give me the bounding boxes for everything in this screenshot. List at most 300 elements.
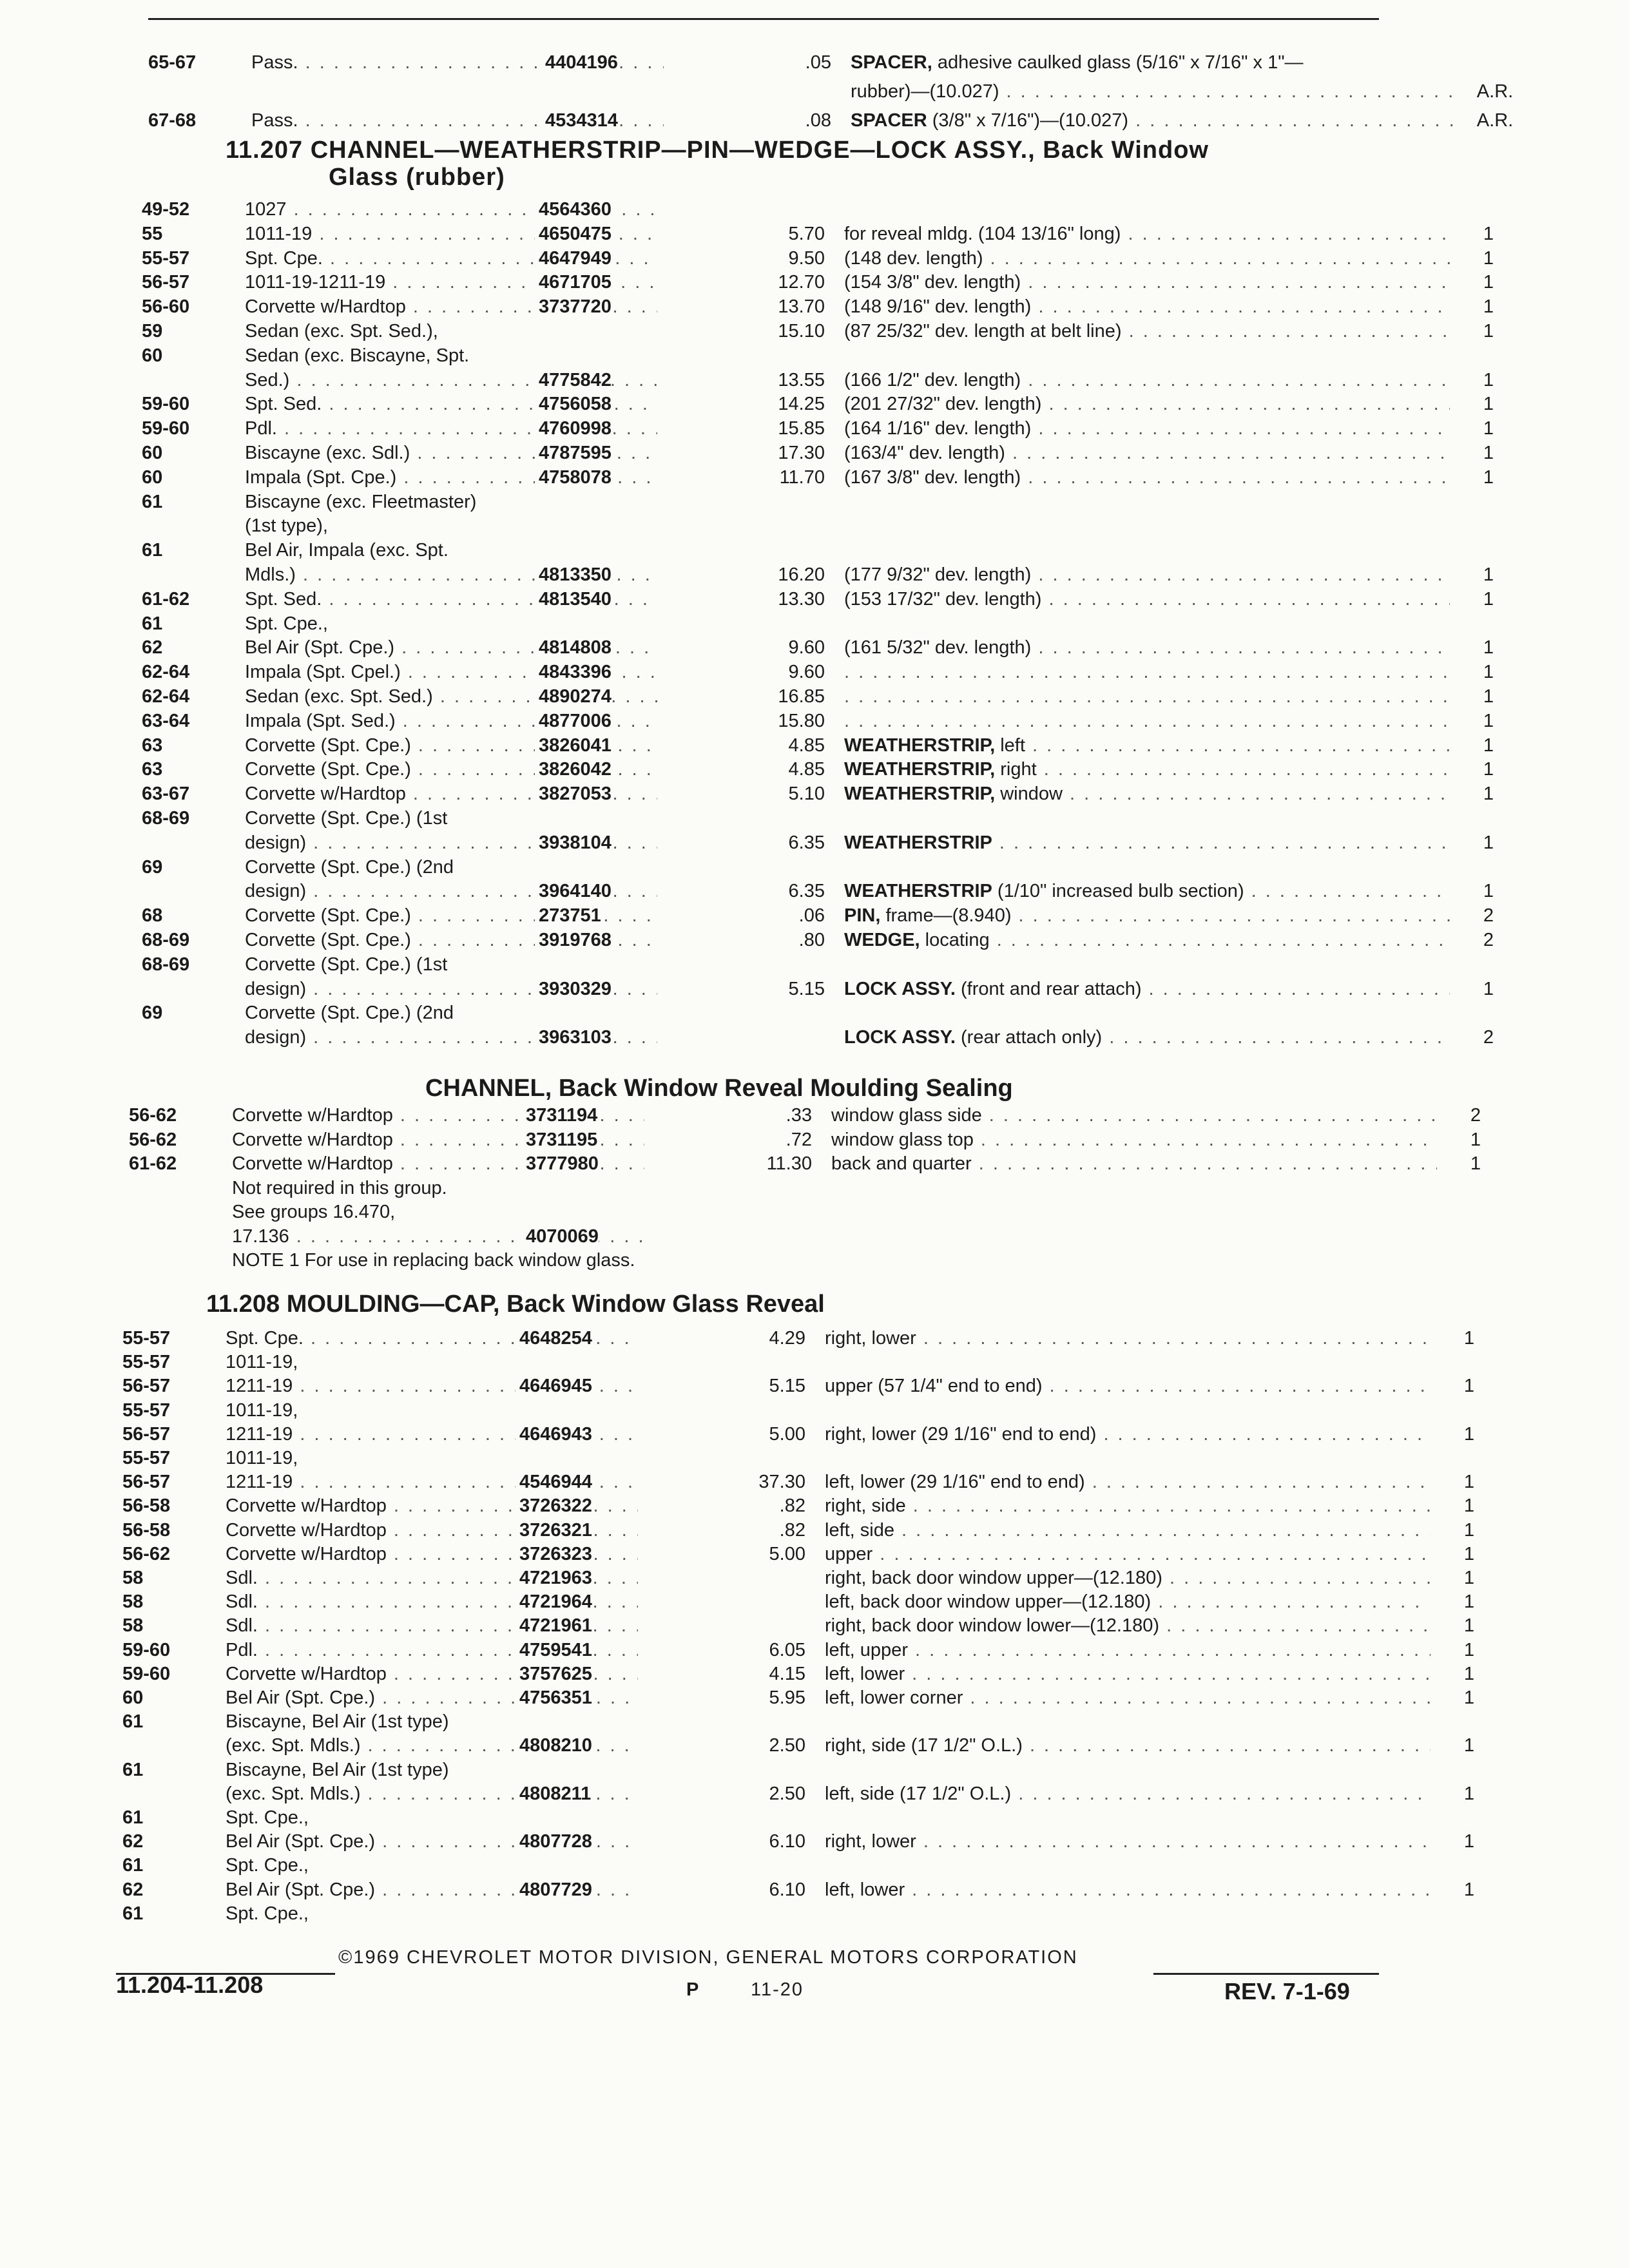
- part-number: 3737720: [535, 294, 612, 319]
- model-years: 60: [122, 1687, 144, 1708]
- parts-row: [142, 782, 1494, 806]
- list-price: 9.60: [788, 662, 825, 683]
- quantity: 1: [1463, 1423, 1475, 1445]
- part-name-detail: right, back door window lower—(12.180): [825, 1615, 1160, 1637]
- parts-row: [122, 1805, 1385, 1830]
- part-name-keyword: LOCK ASSY.: [844, 1027, 956, 1048]
- parts-row: [142, 635, 1494, 660]
- part-name-detail: (148 9/16" dev. length): [844, 296, 1032, 318]
- quantity: 1: [1483, 369, 1494, 390]
- part-name-detail: upper: [825, 1543, 873, 1564]
- model-description: design) . . .: [245, 879, 657, 903]
- part-name-detail: (166 1/2" dev. length): [844, 369, 1021, 390]
- part-name: [844, 294, 1450, 319]
- quantity: 1: [1463, 1687, 1475, 1708]
- part-number: 4807729: [516, 1878, 592, 1902]
- part-name-detail: right, side (17 1/2" O.L.): [825, 1735, 1023, 1756]
- model-years: 63-64: [142, 710, 190, 731]
- list-price: .82: [779, 1495, 805, 1517]
- part-name: [825, 1829, 1431, 1854]
- model-years: 61: [142, 613, 163, 634]
- model-description: Spt. Sed. . . .: [245, 587, 657, 611]
- part-number: 4760998: [535, 416, 612, 441]
- part-name: [844, 733, 1450, 758]
- quantity: 1: [1463, 1495, 1475, 1517]
- model-description: Corvette w/Hardtop . . .: [232, 1151, 644, 1176]
- parts-row: [142, 392, 1494, 416]
- model-description: Sdl. . . .: [226, 1590, 638, 1614]
- model-years: 61: [122, 1711, 144, 1733]
- list-price: 13.55: [778, 369, 825, 390]
- page-range: 11.204-11.208: [116, 1972, 264, 1998]
- model-years: 58: [122, 1615, 144, 1637]
- part-name: [825, 1733, 1431, 1758]
- parts-row: [142, 368, 1494, 392]
- model-description: Pdl. . . .: [245, 416, 657, 441]
- parts-row: [122, 1878, 1475, 1902]
- parts-row: [122, 1494, 1475, 1518]
- list-price: 5.00: [769, 1543, 805, 1564]
- part-name: [825, 1878, 1431, 1902]
- part-name-keyword: SPACER,: [851, 52, 932, 73]
- quantity: 2: [1470, 1105, 1481, 1126]
- list-price: 4.85: [788, 735, 825, 756]
- part-name: [844, 831, 1450, 855]
- model-years: 60: [142, 345, 163, 366]
- model-description: Corvette (Spt. Cpe.) (2nd: [245, 856, 454, 878]
- parts-row: [129, 1103, 1481, 1128]
- list-price: 6.10: [769, 1879, 805, 1900]
- part-number: 4808211: [516, 1782, 591, 1806]
- model-years: 61: [122, 1855, 144, 1876]
- quantity: 1: [1483, 223, 1494, 244]
- parts-row: [142, 514, 1385, 538]
- part-name-detail: (153 17/32" dev. length): [844, 588, 1042, 610]
- part-name-keyword: LOCK ASSY.: [844, 978, 956, 999]
- model-description: Sedan (exc. Spt. Sed.) . . .: [245, 684, 657, 709]
- part-number: 3726323: [516, 1542, 592, 1566]
- part-number: 3930329: [535, 977, 612, 1001]
- list-price: .80: [798, 930, 825, 950]
- part-name: [825, 1686, 1431, 1710]
- model-years: 55-57: [122, 1399, 171, 1421]
- parts-row: [148, 50, 1385, 75]
- model-description: 1011-19,: [226, 1448, 298, 1468]
- part-name-detail: frame—(8.940): [880, 905, 1012, 927]
- part-name: [825, 1494, 1431, 1518]
- parts-row: [142, 806, 1385, 831]
- parts-row: [142, 952, 1385, 977]
- quantity: 1: [1463, 1663, 1475, 1684]
- parts-row: [142, 709, 1494, 733]
- part-number: 4648254: [516, 1326, 592, 1350]
- parts-row: [122, 1758, 1385, 1782]
- part-name-detail: left, lower (29 1/16" end to end): [825, 1472, 1085, 1493]
- model-description: Spt. Cpe.,: [226, 1903, 309, 1924]
- list-price: .08: [805, 110, 831, 131]
- part-number: 4843396: [535, 660, 612, 684]
- part-name: [844, 684, 1450, 709]
- model-description: Corvette w/Hardtop . . .: [226, 1542, 638, 1566]
- part-number: 4808210: [516, 1733, 592, 1758]
- parts-row: [148, 79, 1514, 104]
- part-number: 4758078: [535, 465, 612, 490]
- parts-row: [142, 197, 1385, 222]
- quantity: 1: [1483, 832, 1494, 853]
- part-name: [844, 222, 1450, 246]
- part-number: 4756351: [516, 1686, 592, 1710]
- part-name-keyword: WEDGE,: [844, 930, 920, 950]
- model-description: Bel Air (Spt. Cpe.) . . .: [226, 1829, 638, 1854]
- quantity: 1: [1483, 710, 1494, 731]
- parts-row: [129, 1176, 1385, 1200]
- quantity: 1: [1463, 1376, 1475, 1397]
- part-name-detail: locating: [920, 930, 990, 950]
- parts-row: [122, 1733, 1475, 1758]
- quantity: 2: [1483, 905, 1494, 927]
- quantity: 1: [1463, 1735, 1475, 1756]
- section-207-title: 11.207 CHANNEL—WEATHERSTRIP—PIN—WEDGE—LOCK ASSY., Back Window: [226, 137, 1209, 164]
- list-price: 13.70: [778, 296, 825, 318]
- model-description: Biscayne (exc. Fleetmaster): [245, 491, 477, 512]
- part-name-detail: (front and rear attach): [955, 978, 1142, 999]
- part-number: 4646945: [516, 1374, 592, 1398]
- model-years: 62: [122, 1879, 144, 1900]
- model-years: 55: [142, 223, 163, 244]
- list-price: .72: [786, 1129, 812, 1150]
- model-years: 68-69: [142, 954, 190, 975]
- list-price: 5.15: [769, 1376, 805, 1397]
- quantity: 1: [1483, 978, 1494, 999]
- model-description: Corvette w/Hardtop . . .: [232, 1103, 644, 1128]
- part-number: 4404196: [541, 50, 618, 75]
- model-years: 58: [122, 1591, 144, 1613]
- model-description: Spt. Sed. . . .: [245, 392, 657, 416]
- parts-row: [129, 1151, 1481, 1176]
- model-years: 63: [142, 759, 163, 780]
- model-description: (1st type),: [245, 515, 328, 537]
- part-number: 3726322: [516, 1494, 592, 1518]
- model-years: 55-57: [122, 1352, 171, 1373]
- parts-row: [122, 1422, 1475, 1446]
- model-description: Biscayne, Bel Air (1st type): [226, 1759, 449, 1780]
- list-price: 2.50: [769, 1783, 805, 1804]
- part-number: 4814808: [535, 635, 612, 660]
- model-years: 69: [142, 856, 163, 878]
- quantity: 1: [1483, 881, 1494, 902]
- part-name-detail: left, side (17 1/2" O.L.): [825, 1783, 1012, 1804]
- part-number: 3963103: [535, 1025, 612, 1050]
- part-number: 4070069: [522, 1224, 599, 1249]
- part-name: [851, 108, 1456, 133]
- model-description: 1011-19 . . .: [245, 222, 657, 246]
- model-description: 1211-19 . . .: [226, 1470, 638, 1494]
- part-number: 3826041: [535, 733, 612, 758]
- model-description: Spt. Cpe. . . .: [245, 246, 657, 271]
- model-description: (exc. Spt. Mdls.) . . .: [226, 1782, 638, 1806]
- part-name: [844, 977, 1450, 1001]
- model-description: Corvette w/Hardtop . . .: [226, 1494, 638, 1518]
- model-years: 60: [142, 443, 163, 463]
- parts-row: [122, 1590, 1475, 1614]
- quantity: 1: [1483, 564, 1494, 585]
- quantity: 1: [1483, 394, 1494, 415]
- part-number: 4877006: [535, 709, 612, 733]
- quantity: 1: [1483, 418, 1494, 439]
- model-years: 60: [142, 466, 163, 488]
- quantity: A.R.: [1476, 81, 1514, 102]
- part-name: [844, 416, 1450, 441]
- part-name-detail: right, lower: [825, 1328, 916, 1349]
- part-name-detail: window glass top: [831, 1129, 974, 1150]
- model-description: 1211-19 . . .: [226, 1374, 638, 1398]
- part-name-detail: left, back door window upper—(12.180): [825, 1591, 1152, 1613]
- model-years: 56-57: [122, 1472, 171, 1493]
- part-name-detail: right, back door window upper—(12.180): [825, 1568, 1162, 1588]
- part-name: [825, 1662, 1431, 1686]
- quantity: 1: [1483, 443, 1494, 463]
- list-price: 37.30: [758, 1472, 805, 1493]
- part-number: 3827053: [535, 782, 612, 806]
- part-name-detail: (154 3/8" dev. length): [844, 272, 1021, 293]
- model-description: Sdl. . . .: [226, 1613, 638, 1638]
- part-name: [825, 1518, 1431, 1542]
- part-name-detail: (164 1/16" dev. length): [844, 418, 1032, 439]
- part-name: [825, 1422, 1431, 1446]
- parts-row: [142, 733, 1494, 758]
- part-number: 4671705: [535, 270, 612, 294]
- parts-row: [122, 1686, 1475, 1710]
- model-years: 68-69: [142, 930, 190, 950]
- quantity: 2: [1483, 930, 1494, 950]
- parts-row: [142, 562, 1494, 587]
- part-name: [844, 1025, 1450, 1050]
- quantity: 1: [1483, 735, 1494, 756]
- part-name-detail: (rear attach only): [955, 1027, 1103, 1048]
- parts-row: [122, 1829, 1475, 1854]
- part-name-detail: (167 3/8" dev. length): [844, 466, 1021, 488]
- list-price: 12.70: [778, 272, 825, 293]
- part-name-detail: (163/4" dev. length): [844, 443, 1005, 463]
- model-description: 1011-19,: [226, 1352, 298, 1373]
- part-name-detail: left: [995, 735, 1025, 756]
- model-years: 58: [122, 1568, 144, 1588]
- part-number: 3757625: [516, 1662, 592, 1686]
- model-years: 59-60: [142, 418, 190, 439]
- part-name: [844, 587, 1450, 611]
- part-name: [851, 79, 1456, 104]
- part-name-detail: right, lower (29 1/16" end to end): [825, 1423, 1097, 1445]
- model-years: 59-60: [122, 1639, 171, 1660]
- model-years: 56-57: [122, 1423, 171, 1445]
- part-name: [844, 782, 1450, 806]
- model-years: 55-57: [142, 247, 190, 269]
- part-name-keyword: WEATHERSTRIP,: [844, 783, 996, 805]
- model-description: Corvette w/Hardtop . . .: [226, 1662, 638, 1686]
- quantity: 1: [1463, 1639, 1475, 1660]
- model-description: Corvette (Spt. Cpe.) . . .: [245, 733, 657, 758]
- part-name-keyword: PIN,: [844, 905, 881, 927]
- model-years: 56-58: [122, 1519, 171, 1541]
- model-description: 1211-19 . . .: [226, 1422, 638, 1446]
- list-price: 15.10: [778, 321, 825, 341]
- part-name: [825, 1470, 1431, 1494]
- part-name-detail: right, lower: [825, 1831, 916, 1852]
- part-name: [844, 903, 1450, 928]
- part-name-detail: left, lower: [825, 1663, 905, 1684]
- section-208-title: 11.208 MOULDING—CAP, Back Window Glass Reveal: [206, 1291, 825, 1318]
- part-number: 3731195: [522, 1128, 597, 1152]
- list-price: 11.30: [766, 1153, 812, 1174]
- part-number: 4721961: [516, 1613, 592, 1638]
- list-price: 9.60: [788, 637, 825, 658]
- model-years: 56-62: [129, 1129, 177, 1150]
- parts-row: [122, 1518, 1475, 1542]
- parts-row: [142, 855, 1385, 879]
- quantity: 1: [1483, 759, 1494, 780]
- list-price: 11.70: [779, 466, 825, 488]
- parts-row: [122, 1350, 1385, 1374]
- parts-row: [129, 1224, 1385, 1249]
- parts-row: [122, 1638, 1475, 1662]
- list-price: 15.85: [778, 418, 825, 439]
- part-name-detail: upper (57 1/4" end to end): [825, 1376, 1043, 1397]
- part-name: [825, 1374, 1431, 1398]
- list-price: 15.80: [778, 710, 825, 731]
- list-price: 14.25: [778, 394, 825, 415]
- model-description: Biscayne (exc. Sdl.) . . .: [245, 441, 657, 465]
- quantity: 1: [1483, 662, 1494, 683]
- list-price: .82: [779, 1519, 805, 1541]
- part-number: 4759541: [516, 1638, 592, 1662]
- parts-row: [142, 928, 1494, 952]
- list-price: 6.10: [769, 1831, 805, 1852]
- parts-row: [142, 684, 1494, 709]
- model-years: 49-52: [142, 199, 190, 220]
- part-number: 4564360: [535, 197, 612, 222]
- part-name: [825, 1566, 1431, 1590]
- model-years: 56-60: [142, 296, 190, 318]
- part-name-detail: back and quarter: [831, 1153, 972, 1174]
- model-description: See groups 16.470,: [232, 1202, 396, 1222]
- part-name-detail: (148 dev. length): [844, 247, 983, 269]
- list-price: 6.05: [769, 1639, 805, 1660]
- part-name-detail: (3/8" x 7/16")—(10.027): [927, 110, 1129, 131]
- model-years: 59-60: [142, 394, 190, 415]
- part-name-detail: left, lower corner: [825, 1687, 963, 1708]
- part-name: [825, 1782, 1431, 1806]
- part-name-detail: left, side: [825, 1519, 894, 1541]
- list-price: 2.50: [769, 1735, 805, 1756]
- part-name-detail: (177 9/32" dev. length): [844, 564, 1032, 585]
- part-name-detail: left, upper: [825, 1639, 908, 1660]
- part-name: [844, 465, 1450, 490]
- list-price: .33: [786, 1105, 812, 1126]
- model-description: Impala (Spt. Sed.) . . .: [245, 709, 657, 733]
- parts-row: [142, 587, 1494, 611]
- model-description: design) . . .: [245, 1025, 657, 1050]
- part-number: 3919768: [535, 928, 612, 952]
- footer-rule-right: [1153, 1973, 1379, 1975]
- model-description: Bel Air (Spt. Cpe.) . . .: [226, 1686, 638, 1710]
- model-years: 56-58: [122, 1495, 171, 1517]
- part-number: 4546944: [516, 1470, 592, 1494]
- model-description: Corvette (Spt. Cpe.) (2nd: [245, 1003, 454, 1024]
- list-price: 5.10: [788, 783, 825, 805]
- parts-row: [122, 1709, 1385, 1734]
- part-number: 4890274: [535, 684, 612, 709]
- quantity: 1: [1470, 1153, 1481, 1174]
- model-description: Pdl. . . .: [226, 1638, 638, 1662]
- part-number: 3964140: [535, 879, 612, 903]
- parts-row: [142, 611, 1385, 636]
- list-price: 16.85: [778, 686, 825, 707]
- parts-row: [142, 270, 1494, 294]
- quantity: 1: [1463, 1519, 1475, 1541]
- quantity: 1: [1470, 1129, 1481, 1150]
- model-description: Sdl. . . .: [226, 1566, 638, 1590]
- model-years: 56-57: [122, 1376, 171, 1397]
- page-letter: P: [686, 1979, 700, 2000]
- top-rule: [148, 18, 1379, 20]
- model-description: Bel Air, Impala (exc. Spt.: [245, 540, 448, 561]
- part-name: [844, 879, 1450, 903]
- parts-row: [142, 222, 1494, 246]
- list-price: .05: [805, 52, 831, 73]
- revision-date: REV. 7-1-69: [1224, 1978, 1350, 2004]
- part-name-detail: (161 5/32" dev. length): [844, 637, 1032, 658]
- part-name-detail: left, lower: [825, 1879, 905, 1900]
- part-number: 4650475: [535, 222, 612, 246]
- list-price: 6.35: [788, 881, 825, 902]
- part-name-detail: adhesive caulked glass (5/16" x 7/16" x 1"—: [932, 52, 1304, 73]
- parts-row: [129, 1128, 1481, 1152]
- model-description: Sedan (exc. Spt. Sed.),: [245, 321, 438, 341]
- model-description: Corvette (Spt. Cpe.) (1st: [245, 808, 448, 829]
- parts-row: [122, 1662, 1475, 1686]
- model-years: 56-57: [142, 272, 190, 293]
- part-number: 4813540: [535, 587, 612, 611]
- parts-row: [122, 1374, 1475, 1398]
- part-name: [831, 1128, 1437, 1152]
- part-name: [844, 709, 1450, 733]
- parts-row: [148, 108, 1514, 133]
- part-name: [831, 1103, 1437, 1128]
- quantity: 2: [1483, 1027, 1494, 1048]
- model-description: Spt. Cpe. . . .: [226, 1326, 638, 1350]
- part-name-keyword: WEATHERSTRIP,: [844, 735, 996, 756]
- model-years: 61: [142, 491, 163, 512]
- model-description: 17.136 . . .: [232, 1224, 644, 1249]
- part-name: [844, 635, 1450, 660]
- model-description: Pass. . . .: [251, 50, 664, 75]
- part-number: 3777980: [522, 1151, 599, 1176]
- parts-row: [122, 1446, 1385, 1470]
- part-name: [844, 441, 1450, 465]
- list-price: 4.29: [769, 1328, 805, 1349]
- parts-row: [129, 1200, 1385, 1224]
- parts-row: [142, 660, 1494, 684]
- quantity: 1: [1463, 1543, 1475, 1564]
- part-name: [825, 1590, 1431, 1614]
- parts-row: [142, 294, 1494, 319]
- parts-row: [122, 1470, 1475, 1494]
- model-description: Corvette (Spt. Cpe.) . . .: [245, 903, 657, 928]
- model-years: 62: [122, 1831, 144, 1852]
- list-price: 16.20: [778, 564, 825, 585]
- model-years: 63: [142, 735, 163, 756]
- model-description: Sed.) . . .: [245, 368, 657, 392]
